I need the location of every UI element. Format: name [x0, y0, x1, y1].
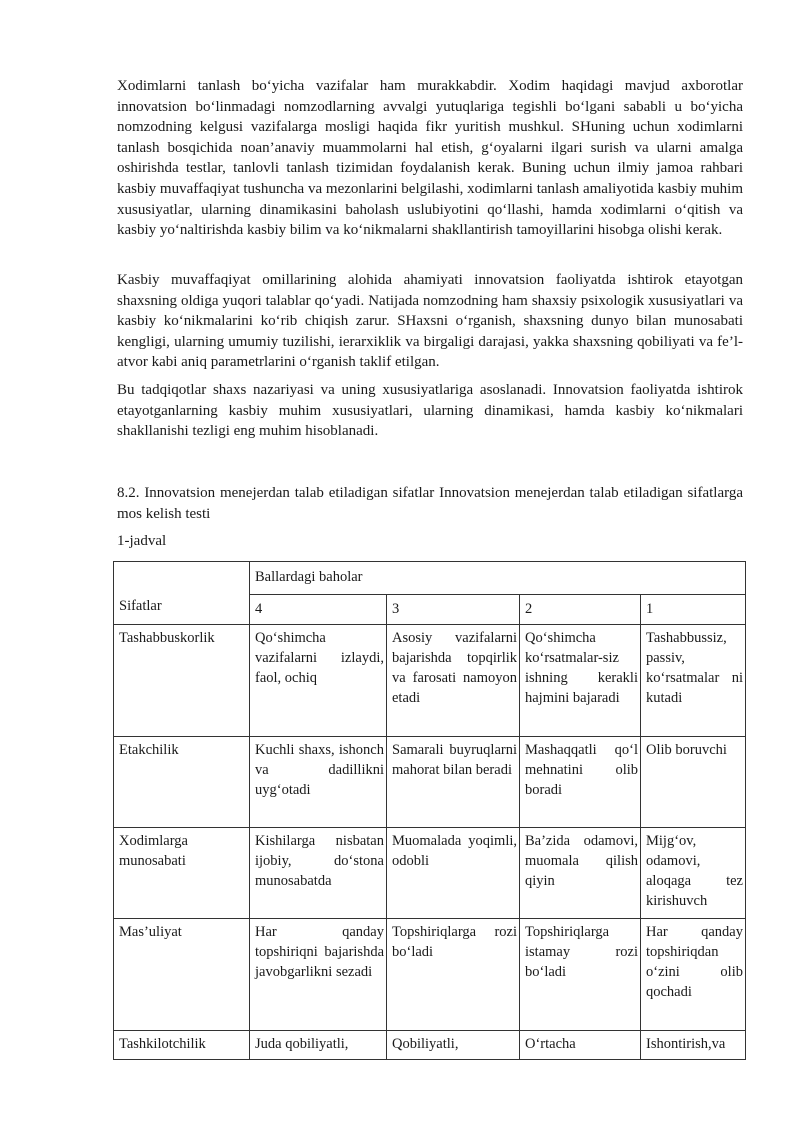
section-heading: 8.2. Innovatsion menejerdan talab etiladigan sifatlar Innovatsion menejerdan talab etiladigan sifatlarga mos kelish testi [117, 485, 743, 522]
table-cell: Mashaqqatli qo‘l mehnatini olib boradi [520, 737, 641, 828]
row-label: Tashabbuskorlik [114, 625, 250, 737]
row-label: Xodimlarga munosabati [114, 828, 250, 919]
paragraph: Kasbiy muvaffaqiyat omillarining alohida ahamiyati innovatsion faoliyatda ishtirok etayotgan shaxsning oldiga yuqori talablar qo‘yadi. Natijada nomzodning ham shaxsiy psixologik xususiyatlari va kasbiy ko‘nikmalarini ko‘rib chiqish zarur. SHaxsni o‘rganish, shaxsning dunyo bilan munosabati kengligi, ularning umumiy tuzilishi, ierarxiklik va birgaligi darajasi, yakka shaxsning qobiliyati va fe’l-atvor kabi aniq parametrlarini o‘rganish taklif etilgan. [117, 272, 743, 371]
row-label: Tashkilotchilik [114, 1031, 250, 1060]
table-cell: Qo‘shimcha vazifalarni izlaydi, faol, ochiq [250, 625, 387, 737]
score-header: 4 [250, 595, 387, 625]
table-row [114, 919, 746, 1031]
table-cell: Ishontirish,va [641, 1031, 746, 1060]
table-cell: Mijg‘ov, odamovi, aloqaga tez kirishuvch [641, 828, 746, 919]
table-cell: Kishilarga nisbatan ijobiy, do‘stona munosabatda [250, 828, 387, 919]
table-cell: O‘rtacha [520, 1031, 641, 1060]
table-cell: Har qanday topshiriqdan o‘zini olib qochadi [641, 919, 746, 1031]
table-cell: Juda qobiliyatli, [250, 1031, 387, 1060]
row-label: Etakchilik [114, 737, 250, 828]
table-cell: Samarali buyruqlarni mahorat bilan beradi [387, 737, 520, 828]
table-cell: Topshiriqlarga rozi bo‘ladi [387, 919, 520, 1031]
table-cell: Kuchli shaxs, ishonch va dadillikni uyg‘otadi [250, 737, 387, 828]
table-cell: Tashabbussiz, passiv, ko‘rsatmalar ni kutadi [641, 625, 746, 737]
table-row [114, 737, 746, 828]
table-cell: Topshiriqlarga istamay rozi bo‘ladi [520, 919, 641, 1031]
column-header-sifatlar: Sifatlar [114, 562, 250, 625]
score-header: 3 [387, 595, 520, 625]
paragraph: Xodimlarni tanlash bo‘yicha vazifalar ham murakkabdir. Xodim haqidagi mavjud axborotlar innovatsion bo‘linmadagi nomzodlarning avvalgi yutuqlariga tegishli bo‘lgani sababli u bo‘yicha nomzodning kelgusi vazifalarga mosligi haqida fikr yuritish mushkul. SHuning uchun xodimlarni tanlash bosqichida noan’anaviy muammolarni hal etish, g‘oyalarni ilgari surish va ularni amalga oshirishda testlar, tanlovli tanlash tizimidan foydalanish kerak. Buning uchun ilmiy jamoa rahbari kasbiy muvaffaqiyat tushuncha va mezonlarini belgilashi, xodimlarni tanlash amaliyotida kasbiy muhim xususiyatlar, ularning dinamikasini baholash uslubiyotini qo‘llashi, hamda xodimlarni o‘qitish va kasbiy yo‘naltirishda kasbiy bilim va ko‘nikmalarni shakllantirish tamoyillarini hisobga olishi kerak. [117, 78, 743, 239]
table-cell: Muomalada yoqimli, odobli [387, 828, 520, 919]
table-header-row [114, 562, 746, 595]
table-cell: Ba’zida odamovi, muomala qilish qiyin [520, 828, 641, 919]
row-label: Mas’uliyat [114, 919, 250, 1031]
table-caption: 1-jadval [117, 533, 167, 549]
paragraph: Bu tadqiqotlar shaxs nazariyasi va uning xususiyatlariga asoslanadi. Innovatsion faoliyatda ishtirok etayotganlarning kasbiy muhim xususiyatlari, ularning dinamikasi, hamda kasbiy ko‘nikmalari shakllanishi tezligi eng muhim hisoblanadi. [117, 382, 743, 440]
table-cell: Qo‘shimcha ko‘rsatmalar-siz ishning kerakli hajmini bajaradi [520, 625, 641, 737]
table-cell: Olib boruvchi [641, 737, 746, 828]
table-row [114, 828, 746, 919]
table-row [114, 1031, 746, 1060]
table-cell: Har qanday topshiriqni bajarishda javobgarlikni sezadi [250, 919, 387, 1031]
table-row [114, 625, 746, 737]
table-cell: Asosiy vazifalarni bajarishda topqirlik va farosati namoyon etadi [387, 625, 520, 737]
column-header-scores-group: Ballardagi baholar [250, 562, 746, 595]
score-header: 1 [641, 595, 746, 625]
qualities-table [113, 561, 746, 1060]
score-header: 2 [520, 595, 641, 625]
table-cell: Qobiliyatli, [387, 1031, 520, 1060]
